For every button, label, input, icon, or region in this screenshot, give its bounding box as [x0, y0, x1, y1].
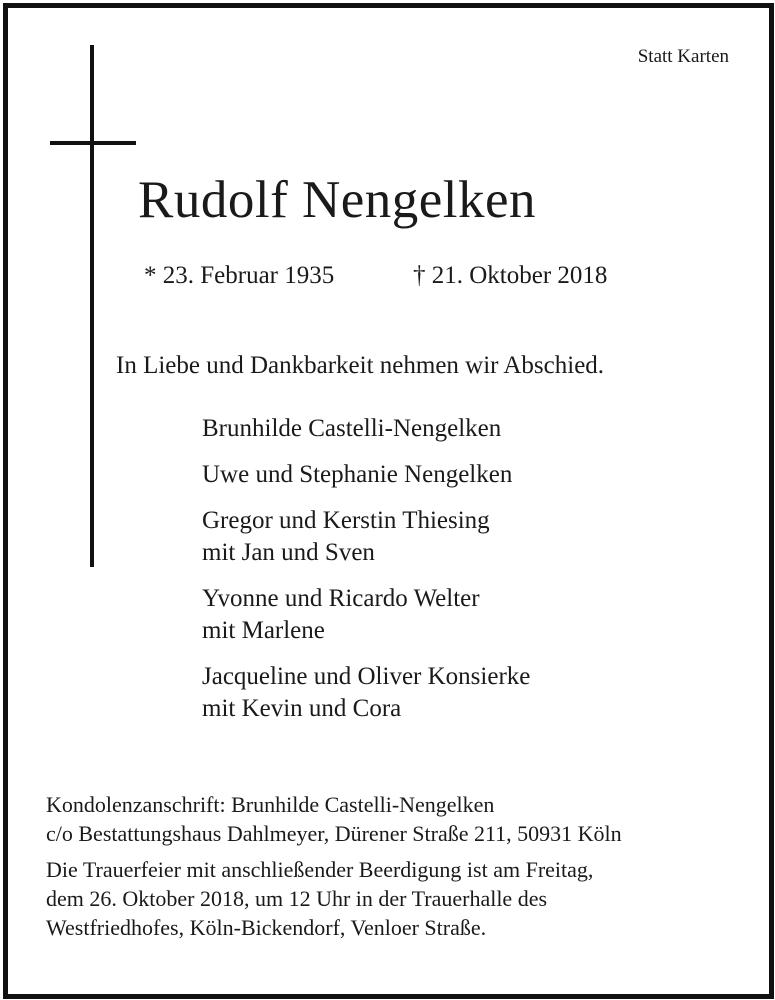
header-note: Statt Karten: [637, 46, 729, 67]
mourner-subline: mit Kevin und Cora: [202, 695, 402, 722]
mourner-line: Gregor und Kerstin Thiesing: [202, 507, 490, 534]
mourner-entry: [202, 459, 530, 491]
condolence-line: c/o Bestattungshaus Dahlmeyer, Dürener Straße 211, 50931 Köln: [46, 821, 622, 846]
death-date: † 21. Oktober 2018: [413, 262, 608, 289]
mourner-line: Yvonne und Ricardo Welter: [202, 585, 480, 612]
mourner-entry: [202, 661, 530, 725]
mourner-entry: [202, 413, 530, 445]
mourner-subline: mit Jan und Sven: [202, 539, 375, 566]
mourner-subline: mit Marlene: [202, 617, 325, 644]
mourner-entry: [202, 505, 530, 569]
footer: [46, 790, 622, 942]
birth-date: * 23. Februar 1935: [144, 262, 335, 289]
mourner-entry: [202, 583, 530, 647]
mourner-line: Jacqueline und Oliver Konsierke: [202, 663, 531, 690]
mourner-line: Brunhilde Castelli-Nengelken: [202, 415, 502, 442]
ceremony-info: [46, 855, 622, 942]
mourners-list: [202, 413, 530, 739]
farewell-text: In Liebe und Dankbarkeit nehmen wir Abschied.: [116, 352, 605, 379]
ceremony-line: dem 26. Oktober 2018, um 12 Uhr in der Trauerhalle des: [46, 886, 548, 911]
mourner-line: Uwe und Stephanie Nengelken: [202, 461, 513, 488]
ceremony-line: Westfriedhofes, Köln-Bickendorf, Venloer Straße.: [46, 915, 487, 940]
deceased-name: Rudolf Nengelken: [138, 171, 537, 229]
condolence-line: Kondolenzanschrift: Brunhilde Castelli-Nengelken: [46, 792, 495, 817]
ceremony-line: Die Trauerfeier mit anschließender Beerdigung ist am Freitag,: [46, 857, 594, 882]
condolence-address: [46, 790, 622, 848]
